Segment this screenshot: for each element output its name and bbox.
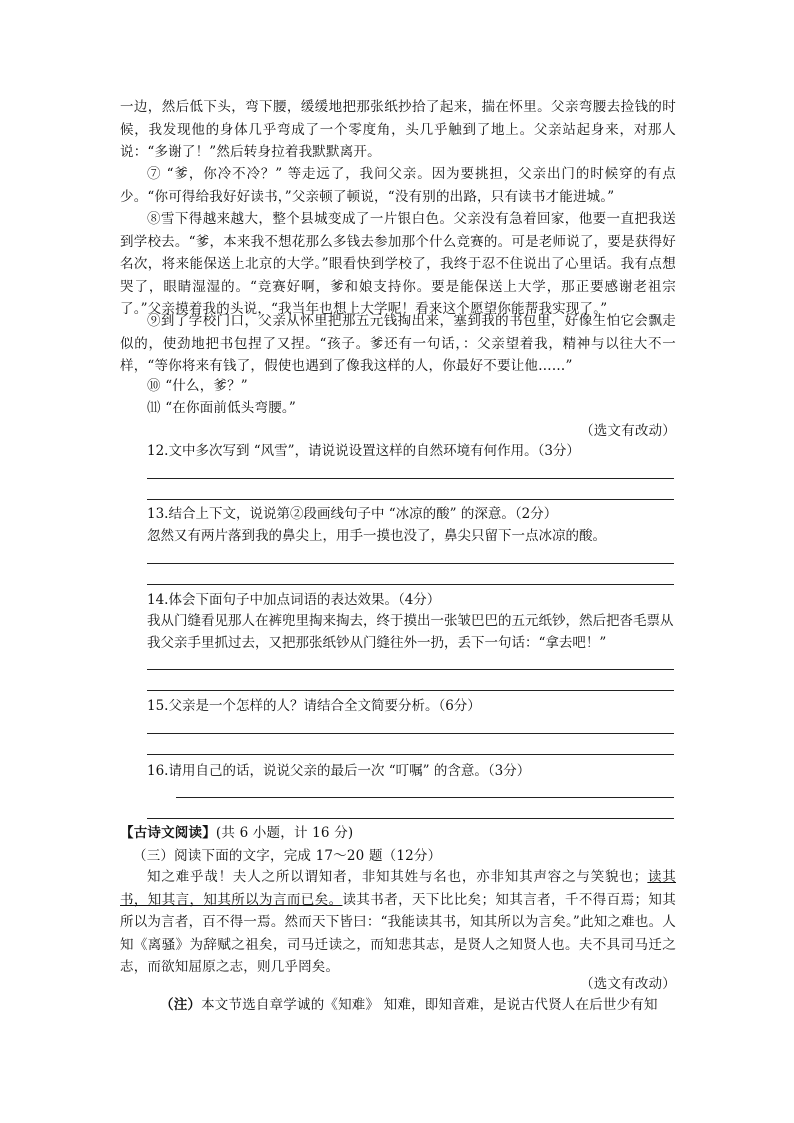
- classical-text: [120, 866, 676, 979]
- answer-line-16a[interactable]: [176, 797, 674, 798]
- question-12: 12.文中多次写到 “风雪”，请说说设置这样的自然环境有何作用。（3分）: [147, 443, 580, 459]
- answer-line-12b[interactable]: [147, 499, 674, 500]
- passage-paragraph-10: ⑩ “什么，爹？”: [147, 378, 248, 394]
- answer-line-12a[interactable]: [147, 478, 674, 479]
- classical-underlined-sentence: 读其书，知其言，知其所以为言而已矣。: [120, 869, 677, 908]
- classical-subheading: （三）阅读下面的文字，完成 17～20 题（12分）: [133, 848, 442, 864]
- question-14: 14.体会下面句子中加点词语的表达效果。（4分）: [147, 592, 441, 608]
- question-14-quote: 我从门缝看见那人在裤兜里掏来掏去，终于摸出一张皱巴巴的五元纸钞，然后把沓毛票从我父亲手里抓过去，又把那张纸钞从门缝往外一扔，丢下一句话：“拿去吧！”: [147, 613, 674, 651]
- answer-line-15a[interactable]: [147, 733, 674, 734]
- passage-paragraph-8: ⑧雪下得越来越大，整个县城变成了一片银白色。父亲没有急着回家，他要一直把我送到学校去。“爹，本来我不想花那么多钱去参加那个什么竞赛的。可是老师说了，要是获得好名次，将来能保送上北京的大学。”眼看快到学校了，我终于忍不住说出了心里话。我有点想哭了，眼睛湿湿的。“竞赛好啊，爹和娘支持你。要是能保送上大学，那正要感谢老祖宗了。”父亲摸着我的头说，“我当年也想上大学呢！看来这个愿望你能帮我实现了。”: [120, 211, 676, 317]
- classical-section-label: 【古诗文阅读】: [120, 825, 216, 841]
- classical-text-part-b: 读其书者，天下比比矣；知其言者，千不得百焉；知其所以为言者，百不得一焉。然而天下皆曰：“我能读其书，知其所以为言矣。”此知之难也。人知《离骚》为辞赋之祖矣，司马迁读之，而知悲其志，是贤人之知贤人也。夫不具司马迁之志，而欲知屈原之志，则几乎罔矣。: [120, 891, 676, 975]
- question-13: 13.结合上下文，说说第②段画线句子中 “冰凉的酸” 的深意。（2分）: [147, 506, 558, 522]
- answer-line-14a[interactable]: [147, 669, 674, 670]
- classical-section-info: (共 6 小题，计 16 分): [215, 825, 354, 841]
- classical-footnote: [160, 994, 676, 1017]
- passage-source-note: （选文有改动）: [580, 423, 676, 439]
- answer-line-13b[interactable]: [147, 584, 674, 585]
- passage-paragraph-11: ⑾ “在你面前低头弯腰。”: [147, 400, 296, 416]
- classical-text-part-a: 知之难乎哉！夫人之所以谓知者，非知其姓与名也，亦非知其声容之与笑貌也；: [147, 869, 648, 885]
- classical-section-header: [120, 822, 676, 845]
- footnote-text: 本文节选自章学诚的《知难》 知难，即知音难，是说古代贤人在后世少有知: [201, 997, 658, 1013]
- footnote-label: （注）: [160, 997, 202, 1013]
- answer-line-15b[interactable]: [147, 754, 674, 755]
- answer-line-14b[interactable]: [147, 690, 674, 691]
- question-15: 15.父亲是一个怎样的人？请结合全文简要分析。（6分）: [147, 698, 481, 714]
- passage-paragraph-9: ⑨到了学校门口，父亲从怀里把那五元钱掏出来，塞到我的书包里，好像生怕它会飘走似的，使劲地把书包捏了又捏。“孩子。爹还有一句话，：父亲望着我，精神与以往大不一样，“等你将来有钱了，假使也遇到了像我这样的人，你最好不要让他……”: [120, 313, 676, 374]
- answer-line-13a[interactable]: [147, 563, 674, 564]
- question-16: 16.请用自己的话，说说父亲的最后一次 “叮嘱” 的含意。（3分）: [147, 763, 531, 779]
- passage-paragraph-continued: 一边，然后低下头，弯下腰，缓缓地把那张纸抄拾了起来，揣在怀里。父亲弯腰去捡钱的时候，我发现他的身体几乎弯成了一个零度角，头几乎触到了地上。父亲站起身来，对那人说：“多谢了！”然后转身拉着我默默离开。: [120, 99, 676, 160]
- answer-line-16b[interactable]: [147, 818, 674, 819]
- classical-source-note: （选文有改动）: [580, 976, 676, 992]
- question-13-quote: 忽然又有两片落到我的鼻尖上，用手一摸也没了，鼻尖只留下一点冰凉的酸。: [147, 528, 606, 544]
- passage-paragraph-7: ⑦ “爹，你冷不冷？” 等走远了，我问父亲。因为要挑担，父亲出门的时候穿的有点少。“你可得给我好好读书，”父亲顿了顿说，“没有别的出路，只有读书才能进城。”: [120, 166, 676, 205]
